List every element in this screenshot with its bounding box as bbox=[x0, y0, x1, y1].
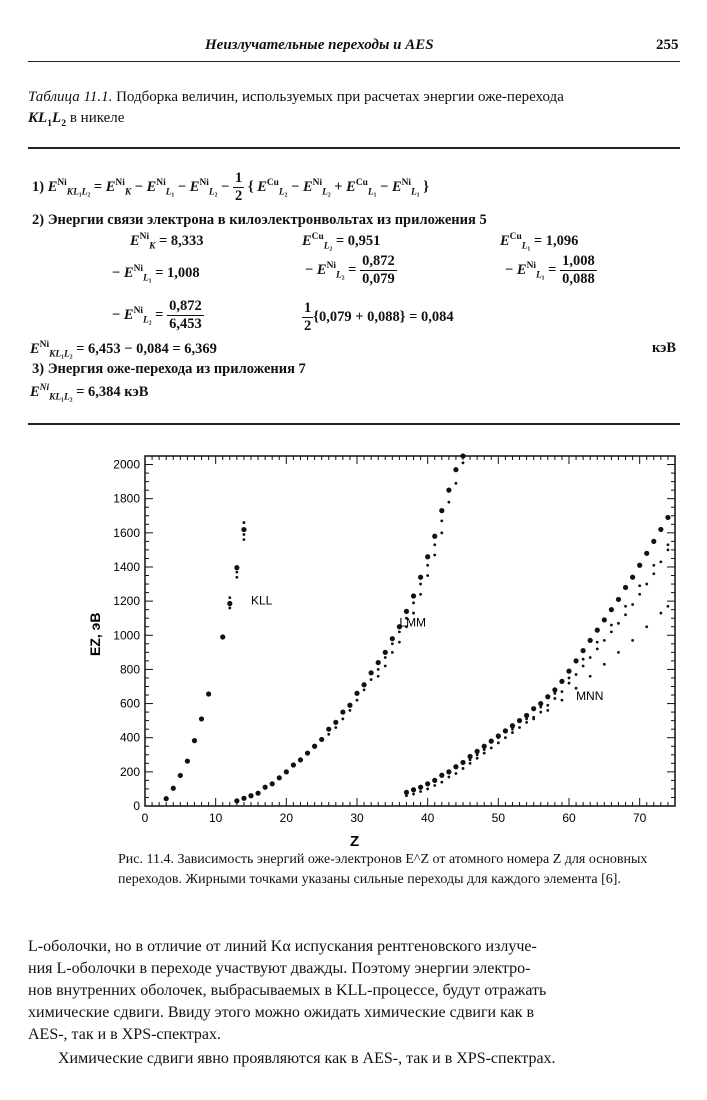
weak-point-mnn bbox=[553, 692, 556, 695]
body-paragraph-1 bbox=[28, 936, 688, 1046]
strong-point-kll bbox=[227, 601, 232, 606]
strong-point-mnn bbox=[573, 658, 578, 663]
weak-point-mnn bbox=[490, 747, 493, 750]
strong-point-lmm bbox=[354, 691, 359, 696]
strong-point-lmm bbox=[241, 796, 246, 801]
weak-point-lmm bbox=[356, 699, 359, 702]
weak-point-mnn bbox=[525, 721, 528, 724]
strong-point-lmm bbox=[376, 660, 381, 665]
strong-point-mnn bbox=[644, 551, 649, 556]
strong-point-lmm bbox=[333, 720, 338, 725]
weak-point-mnn bbox=[589, 656, 592, 659]
weak-point-mnn bbox=[645, 625, 648, 628]
strong-point-mnn bbox=[531, 706, 536, 711]
weak-point-mnn bbox=[589, 675, 592, 678]
weak-point-mnn bbox=[504, 736, 507, 739]
weak-point-lmm bbox=[447, 501, 450, 504]
strong-point-mnn bbox=[566, 669, 571, 674]
body-line: нов внутренних оболочек, выбрасываемых в KLL-процессе, будут отражать bbox=[28, 982, 547, 999]
strong-point-mnn bbox=[418, 785, 423, 790]
body-line: ния L-оболочки в переходе участвуют дважды. Поэтому энергии электро- bbox=[28, 960, 531, 977]
strong-point-lmm bbox=[361, 682, 366, 687]
weak-point-lmm bbox=[455, 482, 458, 485]
weak-point-mnn bbox=[546, 704, 549, 707]
strong-point-kll bbox=[178, 773, 183, 778]
weak-point-mnn bbox=[667, 605, 670, 608]
strong-point-lmm bbox=[418, 575, 423, 580]
weak-point-mnn bbox=[568, 677, 571, 680]
x-tick-label: 10 bbox=[208, 811, 223, 825]
weak-point-mnn bbox=[617, 651, 620, 654]
weak-point-lmm bbox=[426, 564, 429, 567]
table-caption-text2: в никеле bbox=[69, 110, 125, 126]
strong-point-mnn bbox=[595, 628, 600, 633]
weak-point-lmm bbox=[426, 574, 429, 577]
weak-point-mnn bbox=[455, 772, 458, 775]
weak-point-mnn bbox=[610, 630, 613, 633]
weak-point-mnn bbox=[483, 752, 486, 755]
weak-point-lmm bbox=[334, 726, 337, 729]
weak-point-kll bbox=[243, 521, 246, 524]
weak-point-lmm bbox=[419, 583, 422, 586]
strong-point-mnn bbox=[517, 718, 522, 723]
strong-point-mnn bbox=[446, 769, 451, 774]
y-tick-label: 1000 bbox=[113, 628, 140, 643]
strong-point-lmm bbox=[270, 781, 275, 786]
weak-point-lmm bbox=[377, 675, 380, 678]
strong-point-lmm bbox=[312, 744, 317, 749]
strong-point-lmm bbox=[319, 737, 324, 742]
strong-point-mnn bbox=[467, 754, 472, 759]
weak-point-mnn bbox=[568, 682, 571, 685]
weak-point-lmm bbox=[370, 678, 373, 681]
weak-point-lmm bbox=[433, 554, 436, 557]
strong-point-lmm bbox=[383, 650, 388, 655]
strong-point-lmm bbox=[326, 727, 331, 732]
weak-point-lmm bbox=[391, 651, 394, 654]
ek-ni: $E^{Ni}_K = 8,333$ bbox=[130, 232, 204, 252]
el2-ni-frac-2: − $E^{Ni}_{L_2}$ = $\frac{0,872}{6,453}$ bbox=[112, 298, 202, 332]
strong-point-mnn bbox=[616, 597, 621, 602]
y-tick-label: 1800 bbox=[113, 491, 140, 506]
strong-point-mnn bbox=[425, 781, 430, 786]
strong-point-mnn bbox=[475, 749, 480, 754]
weak-point-lmm bbox=[327, 733, 330, 736]
weak-point-mnn bbox=[631, 603, 634, 606]
strong-point-lmm bbox=[404, 609, 409, 614]
strong-point-lmm bbox=[369, 670, 374, 675]
body-line: химические сдвиги. Ввиду этого можно ожидать химические сдвиги как в bbox=[28, 1004, 535, 1021]
strong-point-mnn bbox=[538, 701, 543, 706]
weak-point-mnn bbox=[447, 776, 450, 779]
el1-cu: $E^{Cu}_{L_1} = 1,096$ bbox=[500, 232, 579, 252]
weak-point-mnn bbox=[603, 663, 606, 666]
strong-point-mnn bbox=[581, 648, 586, 653]
weak-point-mnn bbox=[617, 622, 620, 625]
strong-point-kll bbox=[199, 716, 204, 721]
weak-point-lmm bbox=[462, 461, 465, 464]
weak-point-kll bbox=[235, 576, 238, 579]
weak-point-mnn bbox=[659, 560, 662, 563]
y-tick-label: 400 bbox=[119, 730, 140, 745]
strong-point-lmm bbox=[340, 709, 345, 714]
strong-point-lmm bbox=[291, 762, 296, 767]
y-tick-label: 800 bbox=[119, 662, 140, 677]
weak-point-mnn bbox=[667, 543, 670, 546]
strong-point-lmm bbox=[277, 775, 282, 780]
weak-point-mnn bbox=[575, 673, 578, 676]
weak-point-lmm bbox=[433, 543, 436, 546]
weak-point-lmm bbox=[384, 665, 387, 668]
weak-point-mnn bbox=[561, 699, 564, 702]
strong-point-lmm bbox=[439, 508, 444, 513]
running-title: Неизлучательные переходы и AES bbox=[205, 37, 434, 53]
table-caption-text: Подборка величин, используемых при расчетах энергии оже-перехода bbox=[116, 89, 564, 105]
strong-point-lmm bbox=[347, 703, 352, 708]
weak-point-mnn bbox=[638, 584, 641, 587]
y-tick-label: 0 bbox=[133, 799, 140, 813]
y-axis-label: EZ, эВ bbox=[87, 612, 103, 656]
x-tick-label: 60 bbox=[562, 811, 576, 825]
strong-point-lmm bbox=[432, 534, 437, 539]
table-caption-label: Таблица 11.1. bbox=[28, 89, 113, 105]
weak-point-mnn bbox=[603, 639, 606, 642]
strong-point-mnn bbox=[651, 539, 656, 544]
strong-point-lmm bbox=[234, 798, 239, 803]
weak-point-mnn bbox=[539, 706, 542, 709]
strong-point-kll bbox=[220, 634, 225, 639]
strong-point-lmm bbox=[248, 793, 253, 798]
strong-point-lmm bbox=[411, 593, 416, 598]
strong-point-mnn bbox=[623, 585, 628, 590]
weak-point-mnn bbox=[667, 549, 670, 552]
strong-point-mnn bbox=[453, 764, 458, 769]
x-tick-label: 0 bbox=[141, 811, 149, 825]
weak-point-mnn bbox=[419, 790, 422, 793]
strong-point-mnn bbox=[665, 515, 670, 520]
weak-point-lmm bbox=[349, 709, 352, 712]
weak-point-lmm bbox=[391, 642, 394, 645]
step3-heading: 3) Энергия оже-перехода из приложения 7 bbox=[32, 361, 306, 377]
weak-point-kll bbox=[235, 571, 238, 574]
weak-point-mnn bbox=[518, 726, 521, 729]
x-tick-label: 20 bbox=[279, 811, 294, 825]
weak-point-mnn bbox=[476, 757, 479, 760]
formula-step1: 1) $E^{Ni}_{KL_1L_2} = E^{Ni}_K - E^{Ni}_{L_1} - E^{Ni}_{L_2}$ − $\frac{1}{2}$ { $E^{Cu}_{L_2} - E^{Ni}_{L_2} + E^{Cu}_{L_1} - E^{Ni}_{L_1}$ } bbox=[32, 170, 429, 204]
x-tick-label: 50 bbox=[491, 811, 506, 825]
weak-point-mnn bbox=[469, 762, 472, 765]
weak-point-mnn bbox=[596, 641, 599, 644]
auger-energy-chart bbox=[70, 448, 690, 848]
strong-point-mnn bbox=[432, 778, 437, 783]
strong-point-mnn bbox=[630, 575, 635, 580]
weak-point-mnn bbox=[624, 605, 627, 608]
weak-point-mnn bbox=[483, 748, 486, 751]
weak-point-mnn bbox=[582, 658, 585, 661]
y-tick-label: 600 bbox=[119, 696, 140, 711]
weak-point-mnn bbox=[659, 612, 662, 615]
strong-point-lmm bbox=[255, 791, 260, 796]
weak-point-mnn bbox=[412, 793, 415, 796]
strong-point-mnn bbox=[503, 728, 508, 733]
body-line: L-оболочки, но в отличие от линий Kα испускания рентгеновского излуче- bbox=[28, 938, 537, 955]
weak-point-kll bbox=[228, 607, 231, 610]
weak-point-lmm bbox=[419, 593, 422, 596]
strong-point-kll bbox=[185, 758, 190, 763]
weak-point-mnn bbox=[469, 759, 472, 762]
strong-point-mnn bbox=[637, 563, 642, 568]
strong-point-mnn bbox=[552, 687, 557, 692]
strong-point-kll bbox=[241, 527, 246, 532]
half-expression: $\frac{1}{2}$ {0,079 + 0,088} = 0,084 bbox=[304, 300, 454, 334]
strong-point-mnn bbox=[411, 787, 416, 792]
weak-point-lmm bbox=[440, 519, 443, 522]
weak-point-mnn bbox=[426, 788, 429, 791]
x-axis-label: Z bbox=[350, 833, 360, 848]
x-tick-label: 70 bbox=[632, 811, 647, 825]
strong-point-kll bbox=[171, 786, 176, 791]
weak-point-lmm bbox=[377, 668, 380, 671]
weak-point-mnn bbox=[525, 718, 528, 721]
strong-point-lmm bbox=[453, 467, 458, 472]
weak-point-mnn bbox=[497, 741, 500, 744]
weak-point-mnn bbox=[539, 711, 542, 714]
table-caption: Таблица 11.1. Подборка величин, используемых при расчетах энергии оже-перехода $KL_1L_2$ в никеле bbox=[28, 89, 564, 129]
strong-point-mnn bbox=[588, 638, 593, 643]
strong-point-mnn bbox=[482, 744, 487, 749]
body-line: AES-, так и в XPS-спектрах. bbox=[28, 1026, 222, 1043]
strong-point-mnn bbox=[602, 617, 607, 622]
weak-point-mnn bbox=[624, 613, 627, 616]
weak-point-kll bbox=[243, 538, 246, 541]
y-tick-label: 1600 bbox=[113, 525, 140, 540]
y-tick-label: 200 bbox=[119, 764, 140, 779]
weak-point-mnn bbox=[476, 753, 479, 756]
strong-point-mnn bbox=[404, 790, 409, 795]
series-annotation: MNN bbox=[576, 689, 604, 704]
y-tick-label: 1200 bbox=[113, 594, 140, 609]
weak-point-lmm bbox=[412, 612, 415, 615]
figure-caption: Рис. 11.4. Зависимость энергий оже-электронов E^Z от атомного номера Z для основных переходов. Жирными точками указаны сильные переходы для каждого элемента [6]. bbox=[118, 852, 648, 887]
weak-point-mnn bbox=[631, 639, 634, 642]
weak-point-kll bbox=[243, 533, 246, 536]
weak-point-mnn bbox=[433, 784, 436, 787]
strong-point-lmm bbox=[446, 488, 451, 493]
weak-point-kll bbox=[228, 596, 231, 599]
weak-point-lmm bbox=[384, 656, 387, 659]
el2-cu: $E^{Cu}_{L_2} = 0,951$ bbox=[302, 232, 381, 252]
x-tick-label: 40 bbox=[420, 811, 435, 825]
weak-point-lmm bbox=[412, 601, 415, 604]
strong-point-kll bbox=[164, 796, 169, 801]
y-tick-label: 2000 bbox=[113, 457, 140, 472]
series-annotation: LMM bbox=[399, 615, 427, 630]
strong-point-kll bbox=[206, 691, 211, 696]
strong-point-lmm bbox=[298, 757, 303, 762]
strong-point-kll bbox=[192, 738, 197, 743]
table-bottom-rule bbox=[28, 423, 680, 425]
strong-point-mnn bbox=[460, 760, 465, 765]
strong-point-mnn bbox=[559, 679, 564, 684]
el2-ni-frac: − $E^{Ni}_{L_2}$ = $\frac{0,872}{0,079}$ bbox=[305, 253, 395, 287]
weak-point-mnn bbox=[497, 736, 500, 739]
weak-point-mnn bbox=[511, 728, 514, 731]
strong-point-mnn bbox=[489, 739, 494, 744]
strong-point-lmm bbox=[284, 769, 289, 774]
step2-heading: 2) Энергии связи электрона в килоэлектронвольтах из приложения 5 bbox=[32, 212, 487, 228]
strong-point-lmm bbox=[460, 453, 465, 458]
y-tick-label: 1400 bbox=[113, 559, 140, 574]
page-number: 255 bbox=[656, 37, 679, 53]
series-annotation: KLL bbox=[251, 593, 273, 608]
weak-point-lmm bbox=[363, 689, 366, 692]
strong-point-mnn bbox=[609, 607, 614, 612]
weak-point-mnn bbox=[582, 665, 585, 668]
weak-point-mnn bbox=[561, 690, 564, 693]
header-rule bbox=[28, 61, 680, 62]
result-unit: кэВ bbox=[652, 340, 677, 356]
weak-point-lmm bbox=[398, 630, 401, 633]
strong-point-mnn bbox=[439, 773, 444, 778]
final-line: $E^{Ni}_{KL_1L_2} = 6,384$ кэВ bbox=[30, 383, 149, 403]
el1-ni-frac: − $E^{Ni}_{L_1}$ = $\frac{1,008}{0,088}$ bbox=[505, 253, 595, 287]
weak-point-mnn bbox=[652, 572, 655, 575]
weak-point-mnn bbox=[440, 781, 443, 784]
weak-point-mnn bbox=[546, 709, 549, 712]
strong-point-lmm bbox=[425, 554, 430, 559]
weak-point-mnn bbox=[645, 583, 648, 586]
weak-point-mnn bbox=[638, 593, 641, 596]
result-line: $E^{Ni}_{KL_1L_2} = 6,453 - 0,084 = 6,369$ bbox=[30, 340, 217, 360]
body-paragraph-2: Химические сдвиги явно проявляются как в AES-, так и в XPS-спектрах. bbox=[58, 1050, 556, 1067]
weak-point-lmm bbox=[440, 531, 443, 534]
weak-point-lmm bbox=[398, 641, 401, 644]
strong-point-lmm bbox=[305, 750, 310, 755]
weak-point-lmm bbox=[341, 718, 344, 721]
strong-point-lmm bbox=[263, 785, 268, 790]
weak-point-mnn bbox=[405, 794, 408, 797]
el1-ni: − $E^{Ni}_{L_1} = 1,008$ bbox=[112, 264, 200, 284]
weak-point-mnn bbox=[553, 697, 556, 700]
weak-point-mnn bbox=[610, 624, 613, 627]
table-top-rule bbox=[28, 147, 680, 149]
strong-point-kll bbox=[234, 565, 239, 570]
weak-point-mnn bbox=[511, 731, 514, 734]
strong-point-mnn bbox=[545, 694, 550, 699]
weak-point-mnn bbox=[532, 718, 535, 721]
weak-point-mnn bbox=[596, 648, 599, 651]
x-tick-label: 30 bbox=[350, 811, 364, 825]
weak-point-mnn bbox=[652, 564, 655, 567]
strong-point-mnn bbox=[524, 713, 529, 718]
strong-point-mnn bbox=[510, 723, 515, 728]
weak-point-mnn bbox=[462, 767, 465, 770]
strong-point-lmm bbox=[390, 636, 395, 641]
strong-point-mnn bbox=[658, 527, 663, 532]
